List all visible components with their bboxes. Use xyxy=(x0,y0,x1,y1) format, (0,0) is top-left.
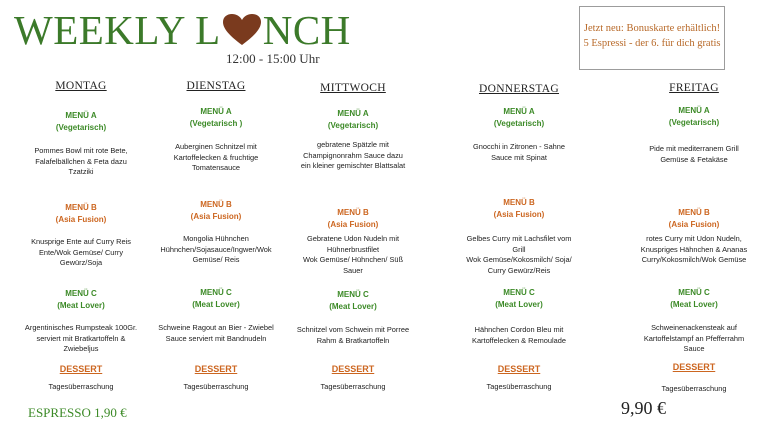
bonus-card-box xyxy=(579,6,725,70)
title-text-after: NCH xyxy=(262,7,351,53)
title-text-before: WEEKLY L xyxy=(14,7,221,53)
dessert-description: Tagesüberraschung xyxy=(48,382,114,391)
description-line: Knusprige Ente auf Curry Reis xyxy=(31,237,131,246)
description-line: ein kleiner gemischter Blattsalat xyxy=(300,161,406,170)
menu-c-category: (Meat Lover) xyxy=(329,302,377,311)
menu-b-title: MENÜ B xyxy=(503,198,535,207)
description-line: Kartoffelecken & Remoulade xyxy=(472,335,566,345)
description-line: Sauce xyxy=(683,344,705,353)
menu-b-description xyxy=(6,237,156,269)
dessert-title: DESSERT xyxy=(331,364,375,374)
menu-b-category: (Asia Fusion) xyxy=(190,212,242,221)
bonus-line-2: 5 Espressi - der 6. für dich gratis xyxy=(583,38,721,49)
menu-a-description xyxy=(141,142,291,174)
description-line: Rahm & Bratkartoffeln xyxy=(316,335,390,345)
menu-c-title: MENÜ C xyxy=(678,288,710,297)
description-line: Hühnerbrustfilet xyxy=(326,244,380,254)
description-line: Wok Gemüse/Kokosmilch/ Soja/ xyxy=(466,255,572,264)
day-heading: MITTWOCH xyxy=(320,82,386,94)
description-line: Gemüse/ Reis xyxy=(192,255,240,264)
menu-c-category: (Meat Lover) xyxy=(57,301,105,310)
menu-a-description xyxy=(278,140,428,172)
description-line: Kartoffelecken & fruchtige xyxy=(173,152,259,162)
menu-b-category: (Asia Fusion) xyxy=(493,210,545,219)
description-line: Kartoffelstampf an Pfefferrahm xyxy=(643,333,745,343)
menu-a-description xyxy=(444,142,594,163)
description-line: Auberginen Schnitzel mit xyxy=(175,142,257,151)
menu-c-category: (Meat Lover) xyxy=(192,300,240,309)
menu-b-description xyxy=(619,234,768,266)
menu-c-title: MENÜ C xyxy=(503,288,535,297)
menu-b-category: (Asia Fusion) xyxy=(55,215,107,224)
menu-c-category: (Meat Lover) xyxy=(670,300,718,309)
menu-b-description xyxy=(141,234,291,266)
opening-hours: 12:00 - 15:00 Uhr xyxy=(226,51,320,66)
description-line: gebratene Spätzle mit xyxy=(317,140,389,149)
menu-c-title: MENÜ C xyxy=(337,290,369,299)
dessert-description: Tagesüberraschung xyxy=(486,382,552,391)
menu-b-title: MENÜ B xyxy=(678,208,710,217)
menu-a-category: (Vegetarisch) xyxy=(493,119,545,128)
menu-c-title: MENÜ C xyxy=(65,289,97,298)
menu-c-description xyxy=(278,325,428,346)
description-line: rotes Curry mit Udon Nudeln, xyxy=(646,234,742,243)
menu-a-title: MENÜ A xyxy=(503,107,535,116)
description-line: Sauce serviert mit Bandnudeln xyxy=(165,333,267,343)
description-line: Pommes Bowl mit rote Bete, xyxy=(34,146,128,155)
description-line: Schnitzel vom Schwein mit Porree xyxy=(296,325,410,334)
menu-a-title: MENÜ A xyxy=(678,106,710,115)
menu-c-category: (Meat Lover) xyxy=(495,300,543,309)
dessert-title: DESSERT xyxy=(59,364,103,374)
description-line: Zwiebeljus xyxy=(63,344,99,353)
dessert-description: Tagesüberraschung xyxy=(661,384,727,393)
menu-a-category: (Vegetarisch) xyxy=(55,123,107,132)
heart-icon xyxy=(222,13,262,47)
description-line: Mongolia Hühnchen xyxy=(183,234,249,243)
description-line: Grill xyxy=(512,244,526,254)
menu-a-description xyxy=(619,144,768,165)
day-heading: DONNERSTAG xyxy=(478,83,560,95)
description-line: Gelbes Curry mit Lachsfilet vom xyxy=(466,234,572,243)
espresso-price: ESPRESSO 1,90 € xyxy=(28,405,127,420)
menu-c-description xyxy=(444,325,594,346)
dessert-title: DESSERT xyxy=(194,364,238,374)
description-line: Sauer xyxy=(343,265,363,275)
description-line: Argentinisches Rumpsteak 100Gr. xyxy=(24,323,138,332)
description-line: Tomatensauce xyxy=(191,163,241,172)
description-line: Gemüse & Fetakäse xyxy=(660,154,728,164)
description-line: Knuspriges Hähnchen & Ananas xyxy=(640,244,748,254)
description-line: Schweinenackensteak auf xyxy=(651,323,737,332)
description-line: serviert mit Bratkartoffeln & xyxy=(36,333,126,343)
menu-c-description xyxy=(6,323,156,355)
description-line: Hühnchen/Sojasauce/Ingwer/Wok xyxy=(160,244,272,254)
description-line: Gnocchi in Zitronen - Sahne xyxy=(472,142,566,151)
description-line: Pide mit mediterranem Grill xyxy=(649,144,739,153)
description-line: Curry Gewürz/Reis xyxy=(487,265,551,275)
dessert-description: Tagesüberraschung xyxy=(320,382,386,391)
description-line: Hähnchen Cordon Bleu mit xyxy=(474,325,564,334)
description-line: Champignonrahm Sauce dazu xyxy=(303,150,403,160)
menu-a-category: (Vegetarisch ) xyxy=(189,119,243,128)
description-line: Falafelbällchen & Feta dazu xyxy=(35,156,127,166)
menu-c-title: MENÜ C xyxy=(200,288,232,297)
day-heading: FREITAG xyxy=(669,82,719,94)
description-line: Sauce mit Spinat xyxy=(491,152,547,162)
day-heading: DIENSTAG xyxy=(186,80,246,92)
menu-a-title: MENÜ A xyxy=(200,107,232,116)
menu-b-description xyxy=(444,234,594,276)
dessert-title: DESSERT xyxy=(672,362,716,372)
description-line: Tzatziki xyxy=(68,167,94,176)
menu-b-description xyxy=(278,234,428,276)
menu-b-title: MENÜ B xyxy=(337,208,369,217)
dessert-title: DESSERT xyxy=(497,364,541,374)
page-title xyxy=(14,6,351,54)
description-line: Gebratene Udon Nudeln mit xyxy=(306,234,400,243)
menu-c-description xyxy=(141,323,291,344)
menu-b-title: MENÜ B xyxy=(65,203,97,212)
menu-b-category: (Asia Fusion) xyxy=(668,220,720,229)
description-line: Wok Gemüse/ Hühnchen/ Süß xyxy=(302,255,404,264)
menu-a-category: (Vegetarisch) xyxy=(668,118,720,127)
menu-b-category: (Asia Fusion) xyxy=(327,220,379,229)
bonus-line-1: Jetzt neu: Bonuskarte erhältlich! xyxy=(583,23,721,34)
menu-c-description xyxy=(619,323,768,355)
description-line: Curry/Kokosmilch/Wok Gemüse xyxy=(641,255,747,264)
description-line: Gewürz/Soja xyxy=(59,258,103,267)
description-line: Schweine Ragout an Bier - Zwiebel xyxy=(158,323,274,332)
menu-a-title: MENÜ A xyxy=(337,109,369,118)
lunch-price: 9,90 € xyxy=(621,398,666,418)
menu-a-category: (Vegetarisch) xyxy=(327,121,379,130)
dessert-description: Tagesüberraschung xyxy=(183,382,249,391)
menu-a-description xyxy=(6,146,156,178)
description-line: Ente/Wok Gemüse/ Curry xyxy=(38,247,124,257)
menu-b-title: MENÜ B xyxy=(200,200,232,209)
day-heading: MONTAG xyxy=(55,80,107,92)
menu-a-title: MENÜ A xyxy=(65,111,97,120)
